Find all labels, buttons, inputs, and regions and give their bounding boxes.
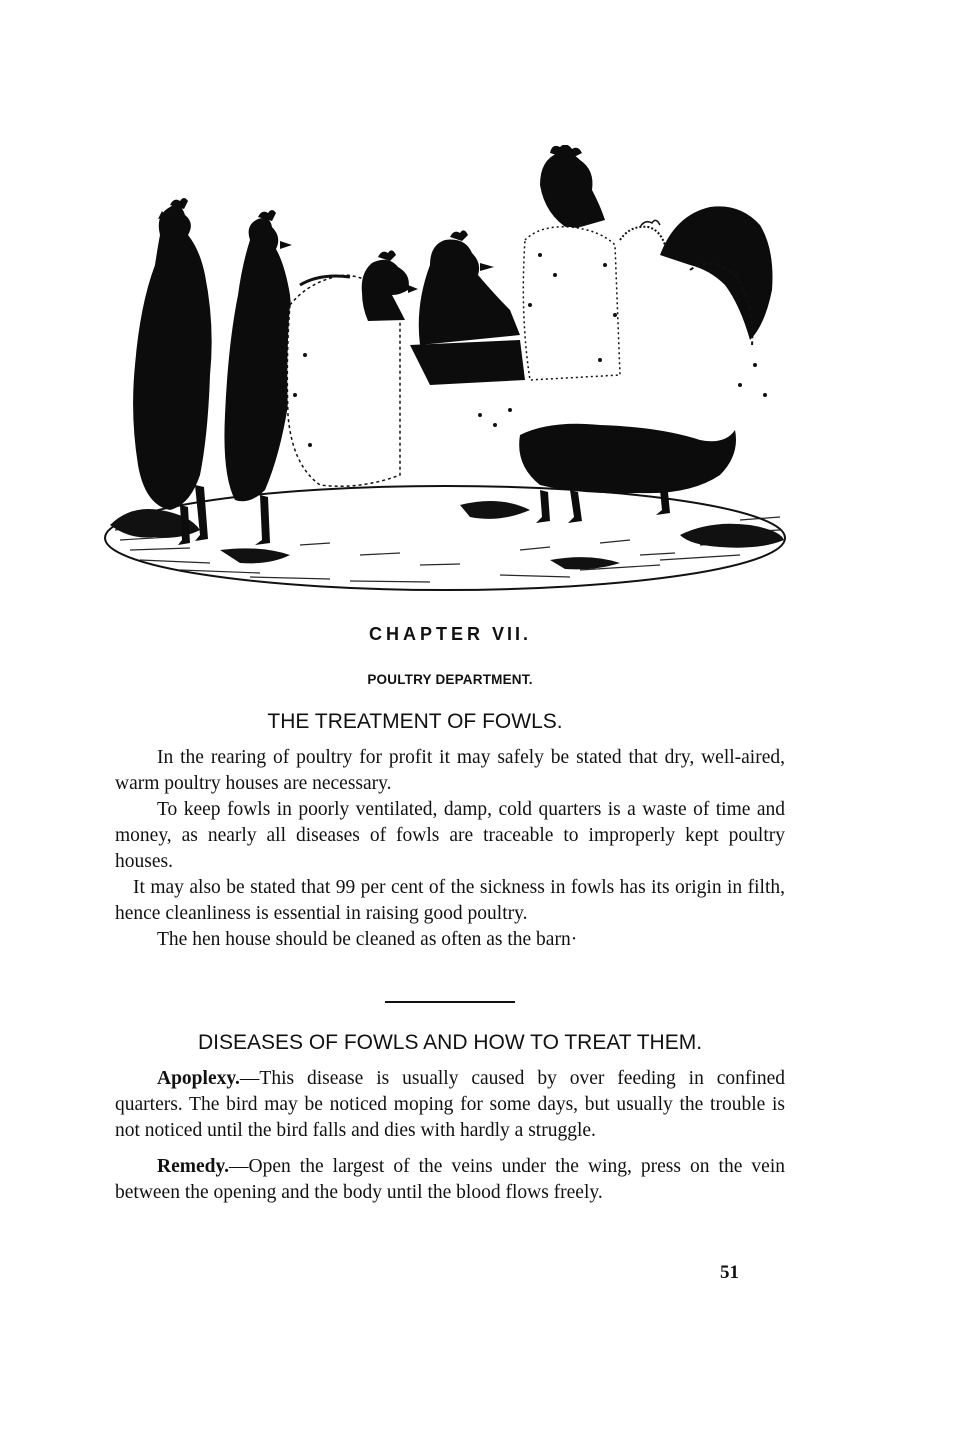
entry-text: —This disease is usually caused by over feeding in confined quarters. The bird may be noticed moping for some days, but usually the trouble is not noticed until the bird falls and dies with hardly a struggle.: [115, 1068, 785, 1141]
chapter-number: VII.: [492, 624, 532, 644]
paragraph: The hen house should be cleaned as often as the barn·: [157, 929, 578, 950]
fowls-illustration: [100, 145, 790, 600]
entry-text: —Open the largest of the veins under the wing, press on the vein between the opening and the body until the blood flows freely.: [115, 1156, 785, 1203]
section-title-diseases: DISEASES OF FOWLS AND HOW TO TREAT THEM.: [197, 1031, 703, 1054]
entry-term: Remedy.: [157, 1156, 230, 1177]
section-title-treatment: THE TREATMENT OF FOWLS.: [267, 710, 563, 733]
department-heading: POULTRY DEPARTMENT.: [367, 672, 533, 687]
paragraph: To keep fowls in poorly ventilated, damp, cold quarters is a waste of time and money, as nearly all diseases of fowls are traceable to improperly kept poultry houses.: [115, 799, 785, 872]
hen-left-dark: [133, 198, 212, 545]
section-diseases-body: [115, 1066, 785, 1216]
chapter-heading: [0, 624, 900, 645]
section-divider: [385, 1001, 515, 1003]
entry-remedy: [115, 1154, 785, 1206]
rooster-right-tail: [620, 206, 773, 345]
entry-term: Apoplexy.: [157, 1068, 240, 1089]
hen-small-dark-center: [362, 250, 418, 321]
section-treatment-body: [115, 745, 785, 953]
paragraph: It may also be stated that 99 per cent of the sickness in fowls has its origin in filth, hence cleanliness is essential in raising good poultry.: [115, 877, 785, 924]
chapter-word: CHAPTER: [368, 624, 484, 644]
paragraph: In the rearing of poultry for profit it may safely be stated that dry, well-aired, warm poultry houses are necessary.: [115, 747, 785, 794]
page-number: 51: [720, 1262, 739, 1283]
rooster-center: [523, 145, 620, 380]
entry-apoplexy: [115, 1066, 785, 1144]
hen-center-dark: [410, 230, 525, 385]
